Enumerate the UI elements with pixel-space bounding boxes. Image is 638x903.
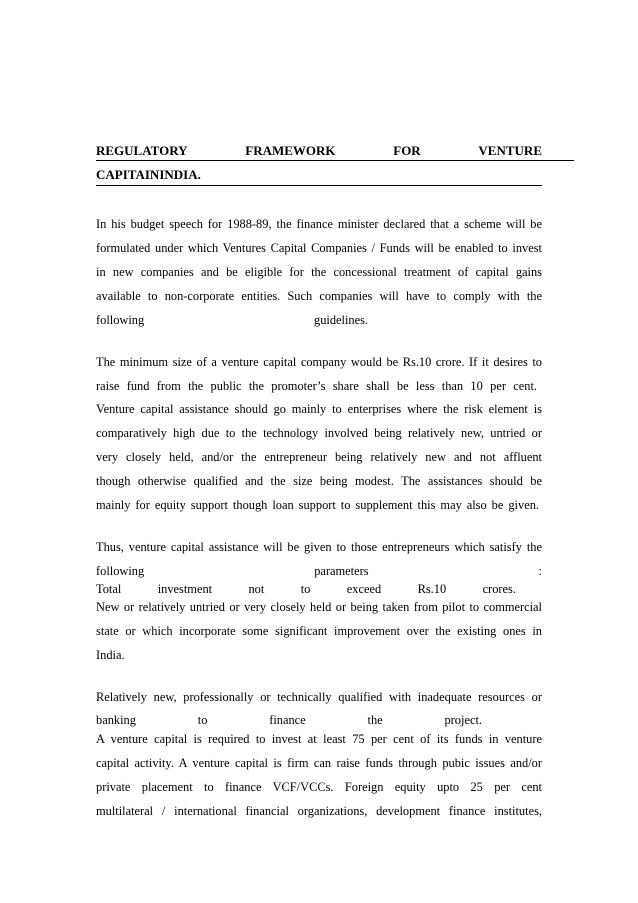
paragraph-word: following bbox=[96, 313, 145, 327]
paragraph-line: formulated under which Ventures Capital Companies / Funds will be enabled to invest bbox=[96, 241, 542, 255]
paragraph-word: exceed bbox=[346, 582, 382, 596]
paragraph-line: raise fund from the public the promoter’s share shall be less than 10 per cent. bbox=[96, 379, 537, 393]
paragraph-line: The minimum size of a venture capital company would be Rs.10 crore. If it desires to bbox=[96, 355, 542, 369]
paragraph-line: comparatively high due to the technology involved being relatively new, untried or bbox=[96, 426, 542, 440]
paragraph-line bbox=[96, 582, 516, 596]
paragraph-line: Venture capital assistance should go mainly to enterprises where the risk element is bbox=[96, 402, 542, 416]
paragraph-word: Rs.10 bbox=[417, 582, 447, 596]
paragraph-word: to bbox=[197, 713, 208, 727]
paragraph-word: project. bbox=[444, 713, 482, 727]
heading-word: FRAMEWORK bbox=[245, 143, 336, 158]
paragraph-word: : bbox=[538, 564, 542, 578]
paragraph-line: very closely held, and/or the entrepreneur being relatively new and not affluent bbox=[96, 450, 542, 464]
paragraph-line bbox=[96, 564, 542, 578]
paragraph-line: India. bbox=[96, 648, 125, 662]
paragraph-line: state or which incorporate some significant improvement over the existing ones in bbox=[96, 624, 542, 638]
paragraph-line: New or relatively untried or very closely held or being taken from pilot to commercial bbox=[96, 600, 542, 614]
paragraph-line: mainly for equity support though loan support to supplement this may also be given. bbox=[96, 498, 539, 512]
paragraph-line: in new companies and be eligible for the concessional treatment of capital gains bbox=[96, 265, 542, 279]
paragraph-word: to bbox=[300, 582, 311, 596]
heading-word: REGULATORY bbox=[96, 143, 188, 158]
paragraph-line: In his budget speech for 1988-89, the finance minister declared that a scheme will be bbox=[96, 217, 542, 231]
paragraph-line: available to non-corporate entities. Such companies will have to comply with the bbox=[96, 289, 542, 303]
paragraph-line: Thus, venture capital assistance will be given to those entrepreneurs which satisfy the bbox=[96, 540, 542, 554]
heading-line-1 bbox=[96, 143, 574, 161]
paragraph-word: parameters bbox=[314, 564, 369, 578]
paragraph-line: Relatively new, professionally or technically qualified with inadequate resources or bbox=[96, 690, 542, 704]
paragraph-line: A venture capital is required to invest at least 75 per cent of its funds in venture bbox=[96, 732, 542, 746]
paragraph-word: Total bbox=[96, 582, 122, 596]
paragraph-line: multilateral / international financial organizations, development finance institutes, bbox=[96, 804, 542, 818]
heading-word: FOR bbox=[393, 143, 421, 158]
paragraph-word: following bbox=[96, 564, 145, 578]
paragraph-word: investment bbox=[157, 582, 213, 596]
paragraph-line bbox=[96, 713, 482, 727]
heading-line-2: CAPITAININDIA. bbox=[96, 167, 542, 186]
paragraph-word: the bbox=[367, 713, 383, 727]
paragraph-word: banking bbox=[96, 713, 136, 727]
paragraph-word: finance bbox=[269, 713, 306, 727]
paragraph-word: not bbox=[248, 582, 265, 596]
paragraph-line: capital activity. A venture capital is firm can raise funds through pubic issues and/or bbox=[96, 756, 542, 770]
paragraph-line: private placement to finance VCF/VCCs. Foreign equity upto 25 per cent bbox=[96, 780, 542, 794]
paragraph-word: crores. bbox=[482, 582, 516, 596]
paragraph-word: guidelines. bbox=[314, 313, 369, 327]
paragraph-line bbox=[96, 313, 542, 327]
heading-word: VENTURE bbox=[478, 143, 542, 158]
paragraph-line: though otherwise qualified and the size being modest. The assistances should be bbox=[96, 474, 542, 488]
